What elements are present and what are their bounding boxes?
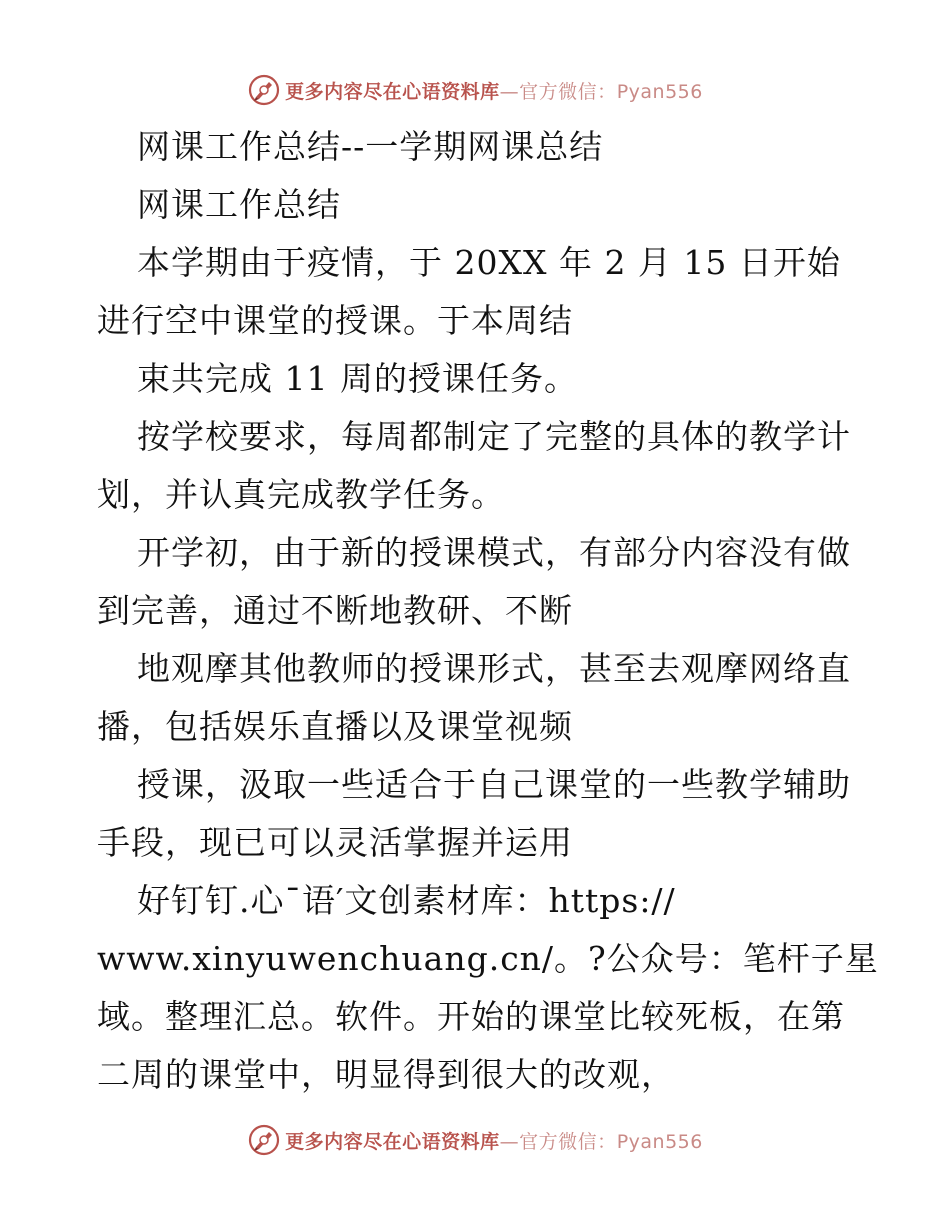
pen-logo-icon	[247, 1123, 281, 1157]
text-line: 束共完成 11 周的授课任务。	[137, 359, 578, 398]
header-watermark	[0, 70, 950, 110]
text-line: 域。整理汇总。软件。开始的课堂比较死板，在第	[97, 997, 845, 1036]
text-line: 进行空中课堂的授课。于本周结	[97, 301, 573, 340]
pen-logo-icon	[247, 73, 281, 107]
watermark-official-label: 官方微信：	[519, 80, 617, 103]
text-line: 手段，现已可以灵活掌握并运用	[97, 823, 573, 862]
text-line: 二周的课堂中，明显得到很大的改观，	[97, 1055, 675, 1094]
text-line: 好钉钉.心¯语′文创素材库：https://	[137, 881, 676, 920]
text-line: 开学初，由于新的授课模式，有部分内容没有做	[137, 533, 851, 572]
watermark-text	[285, 1127, 703, 1154]
text-line: 划，并认真完成教学任务。	[97, 475, 505, 514]
text-line: 授课，汲取一些适合于自己课堂的一些教学辅助	[137, 765, 851, 804]
watermark-wechat-id: Pyan556	[616, 80, 703, 103]
text-line: 按学校要求，每周都制定了完整的具体的教学计	[137, 417, 851, 456]
document-body	[97, 118, 879, 1104]
text-line: 网课工作总结--一学期网课总结	[137, 127, 604, 166]
text-line: 本学期由于疫情，于 20XX 年 2 月 15 日开始	[137, 243, 841, 282]
text-line: 地观摩其他教师的授课形式，甚至去观摩网络直	[137, 649, 851, 688]
text-line: 到完善，通过不断地教研、不断	[97, 591, 573, 630]
text-line: 播，包括娱乐直播以及课堂视频	[97, 707, 573, 746]
footer-watermark	[0, 1120, 950, 1160]
watermark-text	[285, 77, 703, 104]
text-line: 网课工作总结	[137, 185, 341, 224]
watermark-separator: —	[499, 80, 520, 103]
watermark-brand: 更多内容尽在心语资料库	[285, 80, 500, 103]
watermark-separator: —	[499, 1130, 520, 1153]
watermark-official-label: 官方微信：	[519, 1130, 617, 1153]
watermark-wechat-id: Pyan556	[616, 1130, 703, 1153]
text-line: www.xinyuwenchuang.cn/。?公众号：笔杆子星	[97, 939, 879, 978]
watermark-brand: 更多内容尽在心语资料库	[285, 1130, 500, 1153]
